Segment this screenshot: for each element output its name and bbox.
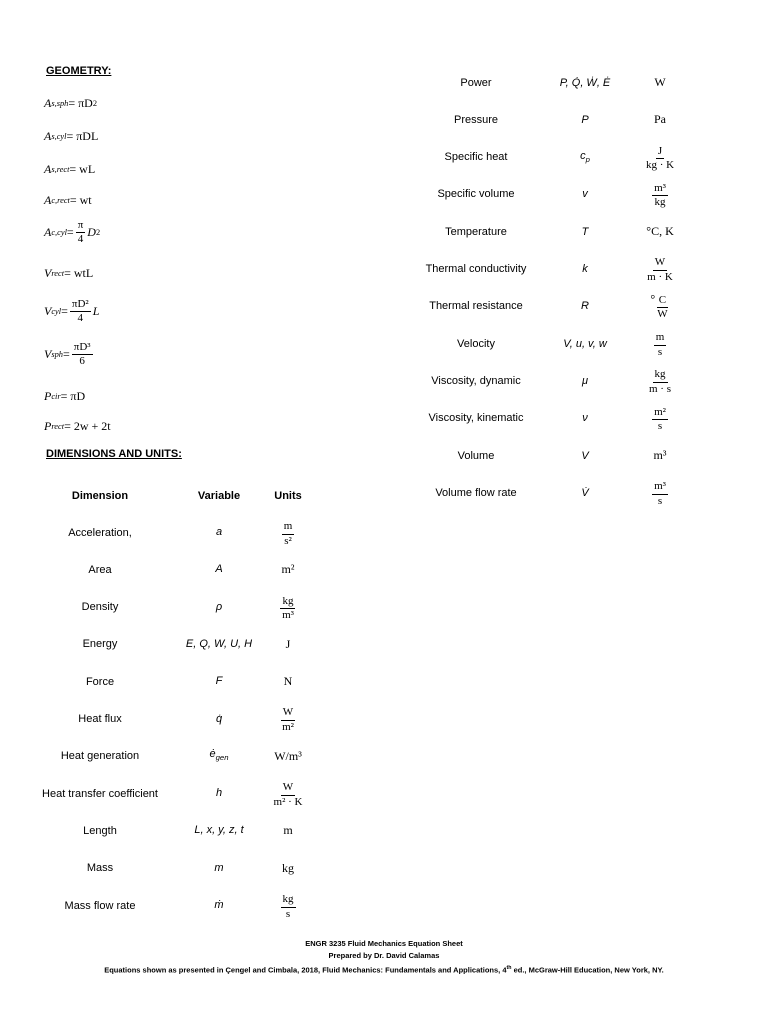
dimension-cell: Viscosity, dynamic: [431, 374, 521, 387]
footer-line1: ENGR 3235 Fluid Mechanics Equation Sheet: [305, 939, 463, 948]
variable-cell: a: [215, 526, 223, 538]
dimension-cell: Thermal conductivity: [425, 263, 527, 275]
unit-cell: [632, 329, 688, 358]
variable-cell: P: [581, 113, 589, 126]
dimension-cell: Power: [460, 76, 492, 89]
variable-cell: R: [581, 300, 589, 313]
unit-fraction: $\frac{W}{\text{m² · K}}$: [273, 781, 303, 808]
dimension-cell: Thermal resistance: [429, 300, 523, 313]
dimension-cell: Volume flow rate: [435, 486, 517, 499]
header-dimension: Dimension: [71, 489, 129, 502]
unit-cell: [632, 366, 688, 395]
unit-fraction: $\frac{C}{W}$: [657, 293, 668, 321]
variable-cell: ṁ: [214, 899, 224, 911]
geometry-equation: V cyl = $\frac{\text{πD²}}{4}$ L: [44, 297, 100, 324]
dimension-cell: Velocity: [457, 337, 495, 350]
dimension-cell: Pressure: [453, 113, 499, 126]
table-row: [40, 850, 313, 887]
dimension-cell: Temperature: [445, 225, 507, 238]
table-row: [40, 663, 313, 700]
dimension-cell: Mass: [86, 862, 114, 875]
variable-cell: V: [581, 449, 589, 462]
unit-cell: m²: [281, 562, 295, 577]
table-row: [412, 213, 688, 250]
variable-cell: P, Q̇, Ẇ, Ė: [559, 76, 611, 89]
geometry-heading: GEOMETRY:: [46, 65, 112, 77]
unit-cell: [632, 478, 688, 507]
variable-cell: q̇: [215, 712, 223, 725]
fraction: $\frac{\pi}{4}$: [77, 218, 84, 245]
unit-fraction: $\frac{\text{m³}}{kg}$: [654, 181, 666, 209]
variable-cell: ρ: [215, 600, 223, 613]
unit-cell: [263, 704, 313, 733]
table-row: [40, 514, 313, 551]
unit-cell: kg: [282, 860, 294, 875]
variable-cell: A: [215, 563, 223, 576]
geometry-equation: A s,cyl = πDL: [44, 128, 99, 143]
variable-cell: k: [582, 263, 588, 275]
unit-cell: W/m³: [274, 748, 302, 763]
variable-cell: T: [581, 225, 589, 238]
geometry-equation: P cir = πD: [44, 388, 86, 403]
table-row: [412, 474, 688, 511]
unit-fraction: $\frac{W}{m \cdot K}$: [647, 256, 673, 283]
unit-cell: m³: [653, 448, 667, 462]
variable-cell: V, u, v, w: [563, 337, 607, 350]
unit-fraction: $\frac{J}{kg \cdot K}$: [645, 144, 675, 172]
unit-cell: [632, 143, 688, 172]
fraction: $\frac{\text{πD²}}{4}$: [71, 297, 89, 324]
unit-cell: [263, 593, 313, 622]
variable-cell: h: [215, 787, 223, 800]
unit-cell: Pa: [654, 112, 666, 127]
table-header: [40, 477, 313, 514]
dimension-cell: Area: [88, 563, 112, 576]
geometry-equation: A c,cyl = $\frac{\pi}{4}$ D 2: [44, 218, 101, 245]
dimension-cell: Acceleration,: [68, 526, 132, 539]
dimension-cell: Heat generation: [60, 750, 140, 763]
table-row: [412, 64, 688, 101]
unit-fraction: $\frac{kg}{s}$: [282, 892, 294, 920]
variable-cell: F: [215, 675, 223, 688]
dimension-cell: Heat transfer coefficient: [42, 787, 158, 800]
dimension-cell: Force: [85, 675, 115, 688]
unit-cell: W: [654, 75, 666, 89]
variable-cell: L, x, y, z, t: [194, 824, 244, 837]
footer-line2: Prepared by Dr. David Calamas: [328, 951, 440, 960]
unit-fraction: $\frac{\text{m²}}{s}$: [654, 405, 666, 433]
unit-cell: [632, 254, 688, 283]
table-row: [412, 325, 688, 362]
dimension-cell: Volume: [457, 449, 495, 462]
unit-cell: N: [283, 674, 293, 689]
variable-cell: $c_p$: [580, 150, 590, 165]
table-row: [40, 701, 313, 738]
unit-cell: [632, 180, 688, 209]
unit-fraction: $\frac{m}{s}$: [655, 331, 665, 358]
units-heading: DIMENSIONS AND UNITS:: [46, 448, 182, 460]
unit-fraction: $\frac{kg}{\text{m³}}$: [282, 594, 294, 622]
unit-cell: [632, 404, 688, 433]
unit-cell: [263, 891, 313, 920]
geometry-equation: A s,rect = wL: [44, 161, 96, 176]
table-row: [40, 775, 313, 812]
table-row: [40, 589, 313, 626]
dimension-cell: Energy: [82, 638, 118, 651]
table-row: [40, 812, 313, 849]
table-row: [412, 176, 688, 213]
dimension-cell: Specific heat: [444, 151, 508, 164]
unit-fraction: $\frac{\text{m³}}{s}$: [654, 480, 666, 507]
table-row: [412, 251, 688, 288]
dimension-cell: Length: [83, 824, 117, 837]
dimension-cell: Heat flux: [78, 713, 122, 725]
unit-cell: ° $\frac{C}{W}$: [650, 291, 668, 321]
variable-cell: μ: [581, 374, 589, 387]
unit-fraction: $\frac{W}{\text{m²}}$: [282, 706, 294, 733]
header-units: Units: [274, 489, 302, 502]
table-row: [40, 626, 313, 663]
table-row: [412, 362, 688, 399]
variable-cell: v: [582, 188, 588, 201]
geometry-equation: V sph = $\frac{\text{πD³}}{6}$: [44, 340, 91, 367]
variable-cell: $ė_{gen}$: [209, 748, 229, 763]
table-row: [40, 738, 313, 775]
dimension-cell: Density: [81, 601, 119, 614]
fraction: $\frac{\text{πD³}}{6}$: [73, 340, 91, 367]
table-row: [412, 437, 688, 474]
geometry-equation: P rect = 2w + 2t: [44, 418, 111, 433]
unit-cell: J: [285, 636, 291, 651]
geometry-equation: V rect = wtL: [44, 265, 94, 280]
unit-cell: [263, 518, 313, 547]
geometry-equation: A c,rect = wt: [44, 192, 92, 207]
table-row: [412, 101, 688, 138]
variable-cell: E, Q, W, U, H: [185, 637, 253, 650]
variable-cell: ν: [582, 412, 588, 425]
table-row: [412, 139, 688, 176]
unit-fraction: $\frac{m}{\text{s²}}$: [283, 519, 293, 547]
table-row: [40, 551, 313, 588]
variable-cell: m: [214, 861, 224, 874]
header-variable: Variable: [197, 489, 241, 502]
dimension-cell: Mass flow rate: [64, 899, 136, 912]
unit-fraction: $\frac{kg}{m \cdot s}$: [649, 368, 671, 395]
footer: [0, 938, 768, 977]
variable-cell: V̇: [581, 486, 589, 499]
footer-line3: Equations shown as presented in Çengel and Cimbala, 2018, Fluid Mechanics: Fundamentals and Applications, 4th ed., McGraw-Hill Education, New York, NY.: [104, 965, 664, 975]
unit-cell: [263, 779, 313, 808]
table-row: [40, 887, 313, 924]
table-row: [412, 288, 688, 325]
table-row: [412, 400, 688, 437]
geometry-equation: A s,sph = πD 2: [44, 95, 98, 110]
dimension-cell: Specific volume: [437, 188, 515, 201]
unit-cell: m: [283, 823, 293, 838]
dimension-cell: Viscosity, kinematic: [428, 412, 524, 425]
unit-cell: °C, K: [646, 224, 674, 239]
